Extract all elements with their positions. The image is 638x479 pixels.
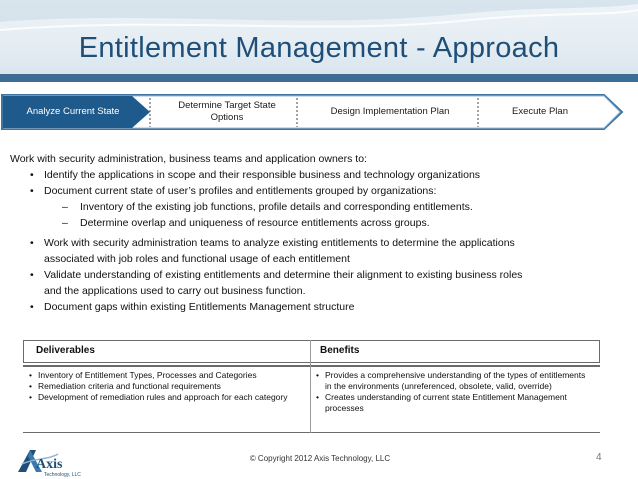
step-design-implementation-plan: Design Implementation Plan xyxy=(330,106,450,117)
intro-text: Work with security administration, business teams and application owners to: xyxy=(10,153,367,165)
process-arrow xyxy=(0,89,624,135)
bullet-text: Work with security administration teams to analyze existing entitlements to determine the applications xyxy=(44,237,515,249)
bullet-glyph: • xyxy=(29,381,32,391)
benefit-item xyxy=(314,392,594,414)
bullet-list xyxy=(10,167,620,199)
bullet-glyph: • xyxy=(316,370,319,380)
page-number: 4 xyxy=(596,452,602,463)
step-execute-plan: Execute Plan xyxy=(512,106,568,117)
deliverable-item xyxy=(27,392,302,403)
bullet-text-continued: associated with job roles and functional usage of each entitlement xyxy=(44,253,350,265)
list-item xyxy=(10,267,620,299)
svg-text:Axis: Axis xyxy=(36,457,63,472)
slide-footer xyxy=(0,446,638,479)
bullet-glyph: • xyxy=(29,370,32,380)
dash-glyph: – xyxy=(62,217,68,229)
sub-list-item xyxy=(10,215,620,231)
deliverable-item xyxy=(27,370,302,381)
sub-bullet-text: Determine overlap and uniqueness of resource entitlements across groups. xyxy=(80,217,430,229)
bullet-glyph: • xyxy=(29,392,32,402)
bullet-list-2 xyxy=(10,235,620,315)
step-analyze-current-state: Analyze Current State xyxy=(26,106,120,117)
deliverables-cell xyxy=(27,370,302,403)
column-divider xyxy=(310,340,311,433)
table-row xyxy=(23,365,600,433)
deliverable-text: Remediation criteria and functional requirements xyxy=(38,381,221,391)
bullet-text: Document gaps within existing Entitlements Management structure xyxy=(44,301,355,313)
dash-glyph: – xyxy=(62,201,68,213)
sub-list-item xyxy=(10,199,620,215)
bullet-glyph: • xyxy=(30,269,34,281)
bullet-text-continued: and the applications used to carry out business function. xyxy=(44,285,306,297)
svg-text:Technology, LLC: Technology, LLC xyxy=(44,472,81,478)
bullet-glyph: • xyxy=(316,392,319,402)
list-item xyxy=(10,235,620,267)
benefits-cell xyxy=(314,370,594,414)
page-title: Entitlement Management - Approach xyxy=(78,32,560,64)
bullet-text: Validate understanding of existing entitlements and determine their alignment to existing business roles xyxy=(44,269,523,281)
axis-logo xyxy=(14,446,84,478)
benefit-item xyxy=(314,370,594,392)
bullet-glyph: • xyxy=(30,237,34,249)
list-item xyxy=(10,167,620,183)
table-header-row xyxy=(23,340,600,363)
bullet-glyph: • xyxy=(30,301,34,313)
list-item xyxy=(10,299,620,315)
bullet-text: Document current state of user’s profiles and entitlements grouped by organizations: xyxy=(44,185,437,197)
deliverable-text: Development of remediation rules and approach for each category xyxy=(38,392,288,402)
list-item xyxy=(10,183,620,199)
benefits-header: Benefits xyxy=(320,345,360,356)
copyright-text: © Copyright 2012 Axis Technology, LLC xyxy=(249,454,391,463)
step-determine-target-state: Determine Target State Options xyxy=(178,100,276,123)
body-text xyxy=(10,151,620,315)
bullet-glyph: • xyxy=(30,169,34,181)
bullet-text: Identify the applications in scope and their responsible business and technology organizations xyxy=(44,169,481,181)
deliverables-header: Deliverables xyxy=(36,345,95,356)
benefit-text: Provides a comprehensive understanding of the types of entitlements in the environments (unreferenced, obsolete, valid, override) xyxy=(325,370,586,391)
sub-bullet-text: Inventory of the existing job functions, profile details and corresponding entitlements. xyxy=(80,201,473,213)
sub-bullet-list xyxy=(10,199,620,231)
bullet-glyph: • xyxy=(30,185,34,197)
deliverables-benefits-table xyxy=(23,340,600,433)
slide-header xyxy=(0,0,638,82)
deliverable-item xyxy=(27,381,302,392)
deliverable-text: Inventory of Entitlement Types, Processes and Categories xyxy=(38,370,257,380)
benefit-text: Creates understanding of current state Entitlement Management processes xyxy=(325,392,567,413)
